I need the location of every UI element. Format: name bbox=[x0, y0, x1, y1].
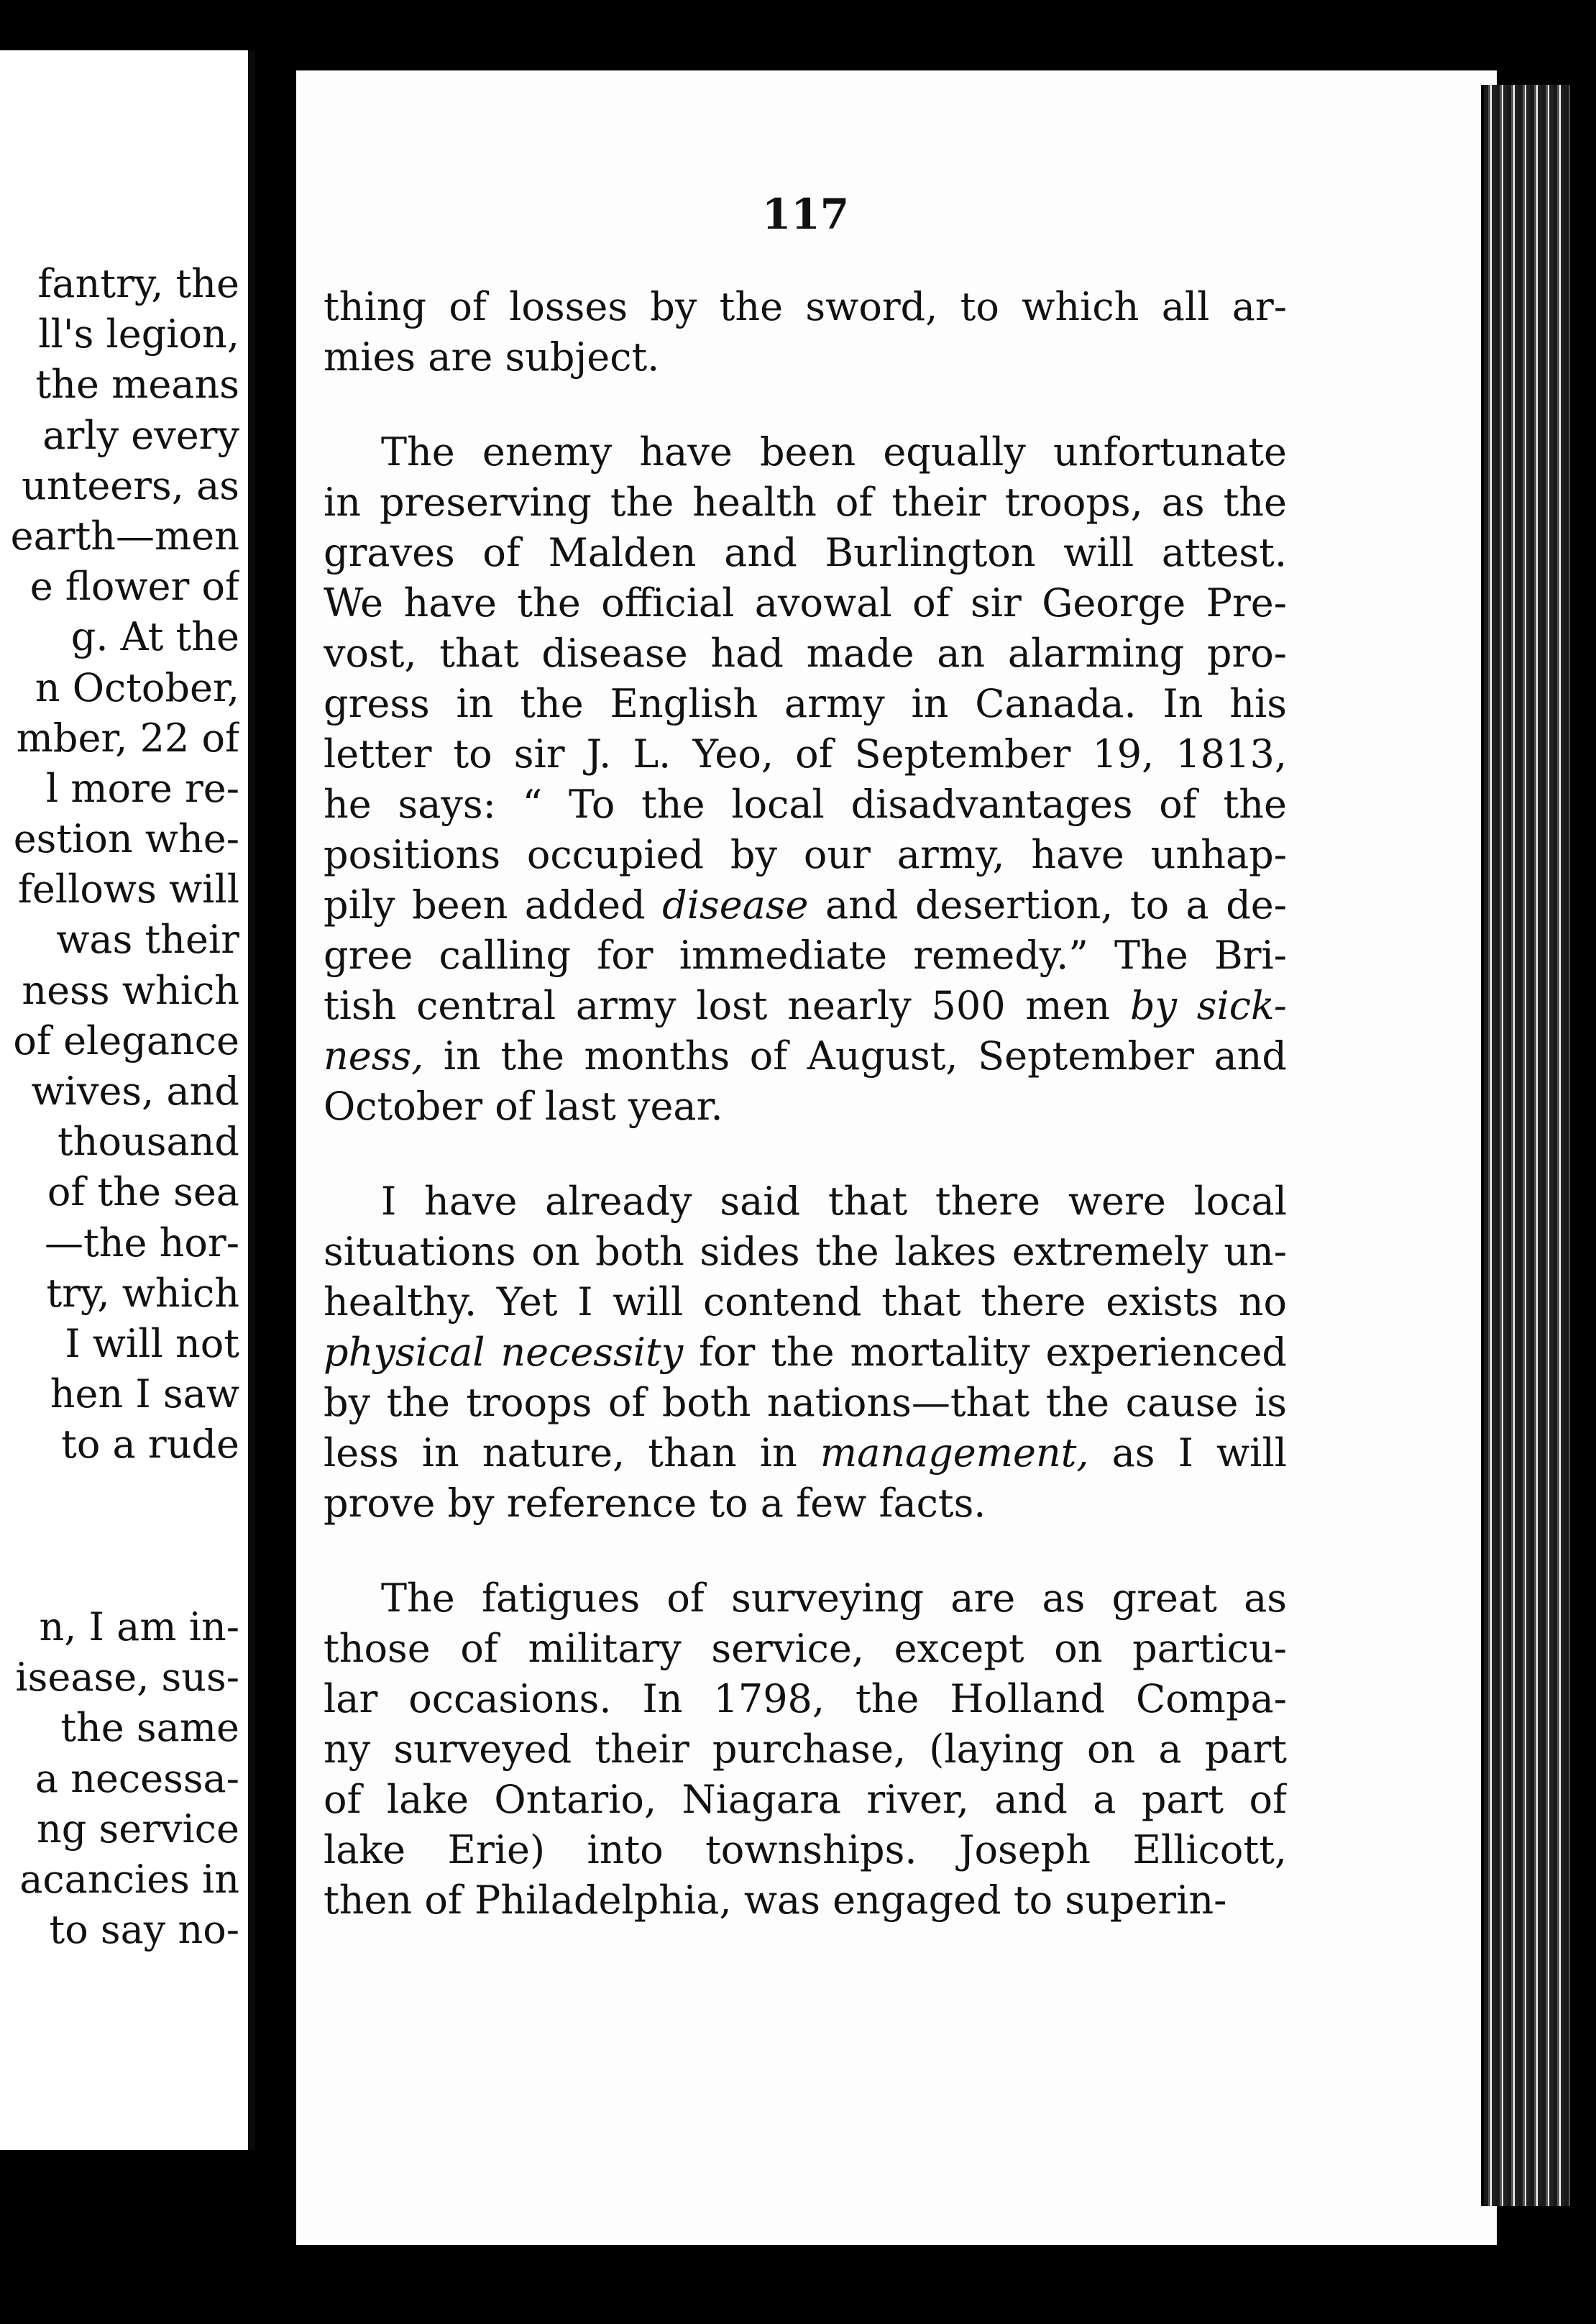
left-page-line: ll's legion, bbox=[38, 311, 239, 357]
text-line bbox=[324, 578, 1287, 628]
text-run: pily been added bbox=[324, 882, 663, 928]
text-line bbox=[324, 1875, 1287, 1926]
text-run: thing of losses by the sword, to which all ar- bbox=[324, 284, 1287, 329]
text-run: The fatigues of surveying are as great as bbox=[381, 1575, 1287, 1621]
left-page-line: earth—men bbox=[10, 513, 239, 559]
left-page-line: the means bbox=[35, 362, 239, 408]
text-run: in the months of August, September and bbox=[423, 1033, 1287, 1079]
text-run: graves of Malden and Burlington will attest. bbox=[324, 530, 1287, 575]
left-page-line: fellows will bbox=[17, 866, 239, 912]
italic-text: management, bbox=[820, 1430, 1089, 1476]
text-line bbox=[324, 282, 1287, 332]
text-run: in preserving the health of their troops, as the bbox=[324, 480, 1287, 525]
text-run: lake Erie) into townships. Joseph Ellicott, bbox=[324, 1827, 1287, 1872]
text-line bbox=[324, 830, 1287, 880]
text-run: healthy. Yet I will contend that there exists no bbox=[324, 1279, 1287, 1325]
paragraph bbox=[324, 427, 1287, 1132]
text-run: those of military service, except on particu- bbox=[324, 1626, 1287, 1671]
left-page-line: ng service bbox=[37, 1806, 239, 1852]
left-page-line: a necessa- bbox=[35, 1755, 239, 1801]
text-run: letter to sir J. L. Yeo, of September 19, 1813, bbox=[324, 731, 1287, 777]
text-run: ny surveyed their purchase, (laying on a part bbox=[324, 1726, 1287, 1772]
text-line bbox=[324, 779, 1287, 830]
text-line bbox=[324, 1081, 1287, 1132]
text-run: prove by reference to a few facts. bbox=[324, 1481, 986, 1526]
text-line bbox=[324, 332, 1287, 383]
text-line bbox=[324, 1176, 1287, 1227]
left-page-line: —the hor- bbox=[45, 1220, 239, 1266]
text-run: then of Philadelphia, was engaged to superin- bbox=[324, 1877, 1227, 1923]
left-page-line: to a rude bbox=[61, 1422, 239, 1468]
text-line bbox=[324, 679, 1287, 729]
left-page-line: try, which bbox=[46, 1270, 239, 1316]
text-line bbox=[324, 880, 1287, 930]
text-line bbox=[324, 981, 1287, 1031]
italic-text: ness, bbox=[324, 1033, 424, 1079]
left-page-line: the same bbox=[60, 1705, 239, 1751]
text-line bbox=[324, 528, 1287, 578]
text-run: for the mortality experienced bbox=[683, 1330, 1287, 1375]
left-page-line: e flower of bbox=[29, 564, 239, 610]
text-run: vost, that disease had made an alarming pro- bbox=[324, 631, 1287, 676]
text-line bbox=[324, 729, 1287, 779]
text-run: The enemy have been equally unfortunate bbox=[381, 429, 1287, 475]
text-line bbox=[324, 1428, 1287, 1478]
left-page-line: ness which bbox=[22, 967, 239, 1013]
left-page-line: fantry, the bbox=[37, 261, 239, 306]
text-line bbox=[324, 1378, 1287, 1428]
left-page-lower-text bbox=[0, 1602, 239, 1955]
text-run: gree calling for immediate remedy.” The Bri- bbox=[324, 933, 1287, 978]
text-line bbox=[324, 1674, 1287, 1724]
text-run: tish central army lost nearly 500 men bbox=[324, 983, 1130, 1028]
left-page-line: isease, sus- bbox=[15, 1655, 239, 1701]
text-run: mies are subject. bbox=[324, 334, 660, 380]
text-run: of lake Ontario, Niagara river, and a part of bbox=[324, 1777, 1287, 1822]
text-run: by the troops of both nations—that the cause is bbox=[324, 1380, 1287, 1425]
text-run: We have the official avowal of sir George Pre- bbox=[324, 580, 1287, 626]
left-page-line: I will not bbox=[65, 1320, 239, 1366]
paragraph bbox=[324, 1573, 1287, 1926]
text-run: as I will bbox=[1088, 1430, 1287, 1476]
text-run: October of last year. bbox=[324, 1084, 723, 1129]
text-line bbox=[324, 1825, 1287, 1875]
text-line bbox=[324, 1573, 1287, 1624]
left-page-line: n October, bbox=[35, 664, 239, 710]
text-line bbox=[324, 1624, 1287, 1674]
left-page-line: acancies in bbox=[19, 1856, 239, 1902]
text-run: gress in the English army in Canada. In his bbox=[324, 681, 1287, 726]
text-run: he says: “ To the local disadvantages of the bbox=[324, 782, 1287, 827]
page-number: 117 bbox=[762, 190, 850, 239]
text-run: situations on both sides the lakes extremely un- bbox=[324, 1229, 1287, 1274]
left-page-line: mber, 22 of bbox=[16, 715, 239, 761]
italic-text: by sick- bbox=[1129, 983, 1287, 1028]
left-page-upper-text bbox=[0, 259, 239, 1470]
left-page-line: to say no- bbox=[49, 1907, 239, 1953]
text-run: lar occasions. In 1798, the Holland Compa- bbox=[324, 1676, 1287, 1721]
text-run: and desertion, to a de- bbox=[808, 882, 1287, 928]
left-page-line: of the sea bbox=[47, 1169, 239, 1215]
paragraph bbox=[324, 1176, 1287, 1529]
facing-page-left bbox=[0, 50, 255, 2150]
text-line bbox=[324, 628, 1287, 679]
paragraph bbox=[324, 282, 1287, 383]
text-line bbox=[324, 1478, 1287, 1529]
text-line bbox=[324, 1327, 1287, 1378]
text-run: I have already said that there were local bbox=[381, 1179, 1287, 1224]
text-line bbox=[324, 1277, 1287, 1327]
left-page-line: estion whe- bbox=[13, 816, 239, 862]
text-line bbox=[324, 1724, 1287, 1775]
left-page-line: l more re- bbox=[45, 765, 239, 811]
text-line bbox=[324, 427, 1287, 477]
text-run: less in nature, than in bbox=[324, 1430, 820, 1476]
text-run: positions occupied by our army, have unhap- bbox=[324, 832, 1287, 877]
left-page-line: was their bbox=[56, 917, 239, 963]
italic-text: physical necessity bbox=[324, 1330, 684, 1375]
left-page-line: arly every bbox=[42, 412, 239, 458]
left-page-line: g. At the bbox=[70, 614, 239, 660]
left-page-line: of elegance bbox=[13, 1017, 239, 1063]
left-page-line: hen I saw bbox=[50, 1371, 239, 1417]
left-page-line: wives, and bbox=[31, 1069, 239, 1114]
page-edges bbox=[1481, 85, 1570, 2206]
text-line bbox=[324, 930, 1287, 981]
left-page-line: thousand bbox=[57, 1119, 239, 1165]
italic-text: disease bbox=[662, 882, 809, 928]
left-page-line: n, I am in- bbox=[39, 1604, 239, 1650]
text-line bbox=[324, 1031, 1287, 1081]
body-text bbox=[324, 282, 1287, 1926]
left-page-line: unteers, as bbox=[22, 462, 239, 508]
text-line bbox=[324, 1227, 1287, 1277]
text-line bbox=[324, 477, 1287, 528]
text-line bbox=[324, 1775, 1287, 1825]
